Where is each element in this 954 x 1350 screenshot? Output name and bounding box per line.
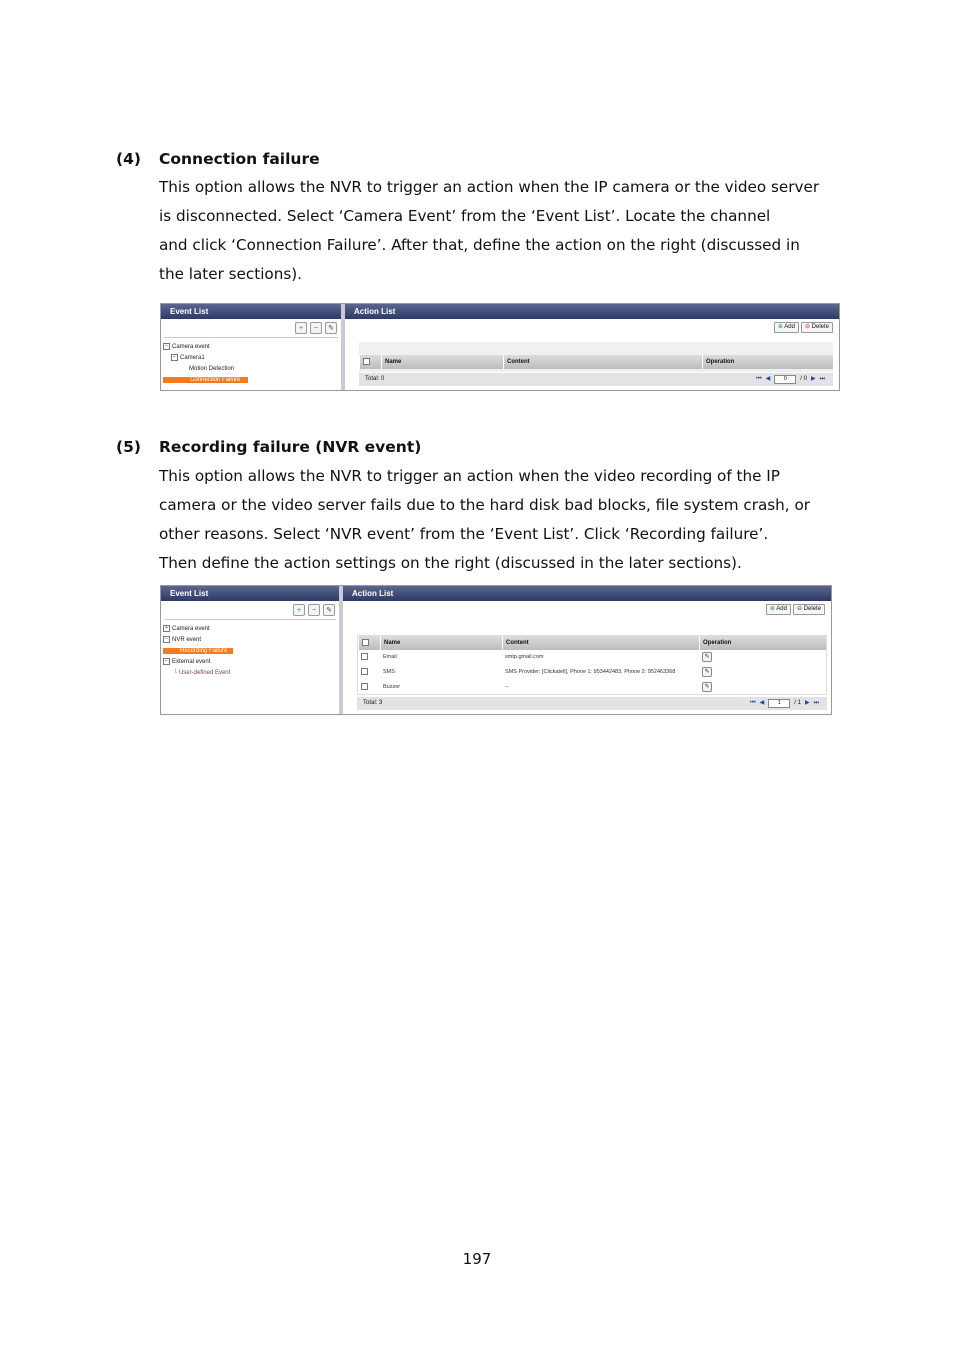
event-toolbar <box>293 604 335 616</box>
plus-icon: ⊕ <box>769 606 775 612</box>
screenshot-connection-failure <box>160 303 840 391</box>
event-list-panel <box>161 586 339 714</box>
next-page-icon[interactable]: ▶ <box>804 700 810 706</box>
event-list-title: Event List <box>161 586 339 601</box>
event-tree <box>163 624 233 679</box>
table-header <box>358 636 826 650</box>
minus-icon: ⊖ <box>796 606 802 612</box>
last-page-icon[interactable]: ⏭ <box>819 376 825 382</box>
next-page-icon[interactable]: ▶ <box>810 376 816 382</box>
collapse-icon[interactable]: − <box>163 658 170 665</box>
last-page-icon[interactable]: ⏭ <box>813 700 819 706</box>
action-list-panel <box>345 304 839 390</box>
table-header <box>359 355 833 369</box>
section-title: Recording failure (NVR event) <box>159 438 422 456</box>
plus-icon[interactable]: + <box>295 322 307 334</box>
section-number: (5) <box>116 438 141 456</box>
table-footer <box>357 697 827 710</box>
pagination <box>756 373 825 385</box>
prev-page-icon[interactable]: ◀ <box>765 376 771 382</box>
paragraph-line: and click ‘Connection Failure’. After that, define the action on the right (discussed in <box>159 236 800 254</box>
add-button[interactable]: ⊕ Add <box>774 322 799 333</box>
page-total: / 0 <box>800 376 807 382</box>
paragraph-line: the later sections). <box>159 265 303 283</box>
event-list-panel <box>161 304 341 390</box>
tree-node-user-defined-event[interactable]: └ User-defined Event <box>173 670 231 676</box>
event-list-title: Event List <box>161 304 341 319</box>
tree-node-recording-failure[interactable]: Recording Failure <box>163 646 233 657</box>
divider <box>164 337 338 338</box>
row-checkbox[interactable] <box>358 650 380 665</box>
delete-button[interactable]: ⊖ Delete <box>801 322 833 333</box>
select-all-checkbox[interactable] <box>358 636 380 650</box>
delete-button[interactable]: ⊖ Delete <box>793 604 825 615</box>
table-row[interactable] <box>358 680 826 695</box>
table-footer <box>359 373 833 386</box>
column-content[interactable]: Content <box>503 355 702 369</box>
edit-icon[interactable]: ✎ <box>702 652 712 662</box>
action-toolbar <box>766 604 825 615</box>
paragraph-line: Then define the action settings on the right (discussed in the later sections). <box>159 554 742 572</box>
pagination <box>750 697 819 709</box>
tree-node-camera-event[interactable]: − Camera event <box>163 342 248 353</box>
row-name: Buzzer <box>383 684 401 690</box>
column-name[interactable]: Name <box>381 355 503 369</box>
row-content: -- <box>505 684 509 690</box>
section-title: Connection failure <box>159 150 320 168</box>
action-list-title: Action List <box>343 586 831 601</box>
divider <box>164 619 336 620</box>
paragraph-line: camera or the video server fails due to the hard disk bad blocks, file system crash, or <box>159 496 810 514</box>
add-button[interactable]: ⊕ Add <box>766 604 791 615</box>
expand-icon[interactable]: + <box>163 625 170 632</box>
action-list-panel <box>343 586 831 714</box>
section-4-heading <box>116 150 320 168</box>
event-toolbar <box>295 322 337 334</box>
table-row[interactable] <box>358 665 826 680</box>
column-operation[interactable]: Operation <box>702 355 833 369</box>
row-checkbox[interactable] <box>358 665 380 680</box>
collapse-icon[interactable]: − <box>163 343 170 350</box>
minus-icon: ⊖ <box>804 324 810 330</box>
row-checkbox[interactable] <box>358 680 380 695</box>
action-table <box>359 342 833 372</box>
section-5-body <box>159 462 849 578</box>
tree-node-camera1[interactable]: − Camera1 <box>163 353 248 364</box>
page-total: / 1 <box>794 700 801 706</box>
plus-icon[interactable]: + <box>293 604 305 616</box>
tree-node-nvr-event[interactable]: − NVR event <box>163 635 233 646</box>
edit-icon[interactable]: ✎ <box>323 604 335 616</box>
page-number: 197 <box>462 1250 492 1268</box>
action-list-title: Action List <box>345 304 839 319</box>
tree-node-camera-event[interactable]: + Camera event <box>163 624 233 635</box>
page-input[interactable]: 0 <box>774 375 796 384</box>
paragraph-line: is disconnected. Select ‘Camera Event’ from the ‘Event List’. Locate the channel <box>159 207 771 225</box>
edit-icon[interactable]: ✎ <box>702 682 712 692</box>
total-label: Total: <box>363 700 378 706</box>
select-all-checkbox[interactable] <box>359 355 381 369</box>
minus-icon[interactable]: − <box>310 322 322 334</box>
prev-page-icon[interactable]: ◀ <box>759 700 765 706</box>
action-toolbar <box>774 322 833 333</box>
collapse-icon[interactable]: − <box>171 354 178 361</box>
first-page-icon[interactable]: ⏮ <box>756 376 762 382</box>
tree-node-motion-detection[interactable]: Motion Detection <box>189 366 235 372</box>
page-input[interactable]: 1 <box>768 699 790 708</box>
action-table <box>357 635 827 695</box>
column-name[interactable]: Name <box>380 636 502 650</box>
tree-node-connection-failure[interactable]: Connection Failure <box>163 375 248 386</box>
collapse-icon[interactable]: − <box>163 636 170 643</box>
section-number: (4) <box>116 150 141 168</box>
edit-icon[interactable]: ✎ <box>702 667 712 677</box>
section-4-body <box>159 173 849 289</box>
row-content: SMS Provider: [Clickatell], Phone 1: 953442483, Phone 2: 952463368 <box>505 669 676 675</box>
tree-node-external-event[interactable]: − External event <box>163 657 233 668</box>
paragraph-line: This option allows the NVR to trigger an action when the video recording of the IP <box>159 467 780 485</box>
screenshot-recording-failure <box>160 585 832 715</box>
row-name: SMS <box>383 669 395 675</box>
section-5-heading <box>116 438 421 456</box>
row-name: Email <box>383 654 397 660</box>
column-operation[interactable]: Operation <box>699 636 826 650</box>
event-tree <box>163 342 248 386</box>
edit-icon[interactable]: ✎ <box>325 322 337 334</box>
row-content: smtp.gmail.com <box>505 654 544 660</box>
total-value: 3 <box>379 700 383 706</box>
paragraph-line: This option allows the NVR to trigger an action when the IP camera or the video server <box>159 178 820 196</box>
plus-icon: ⊕ <box>777 324 783 330</box>
total-label: Total: <box>365 376 380 382</box>
minus-icon[interactable]: − <box>308 604 320 616</box>
first-page-icon[interactable]: ⏮ <box>750 700 756 706</box>
column-content[interactable]: Content <box>502 636 699 650</box>
paragraph-line: other reasons. Select ‘NVR event’ from the ‘Event List’. Click ‘Recording failure’. <box>159 525 769 543</box>
total-value: 0 <box>381 376 385 382</box>
table-row[interactable] <box>358 650 826 665</box>
